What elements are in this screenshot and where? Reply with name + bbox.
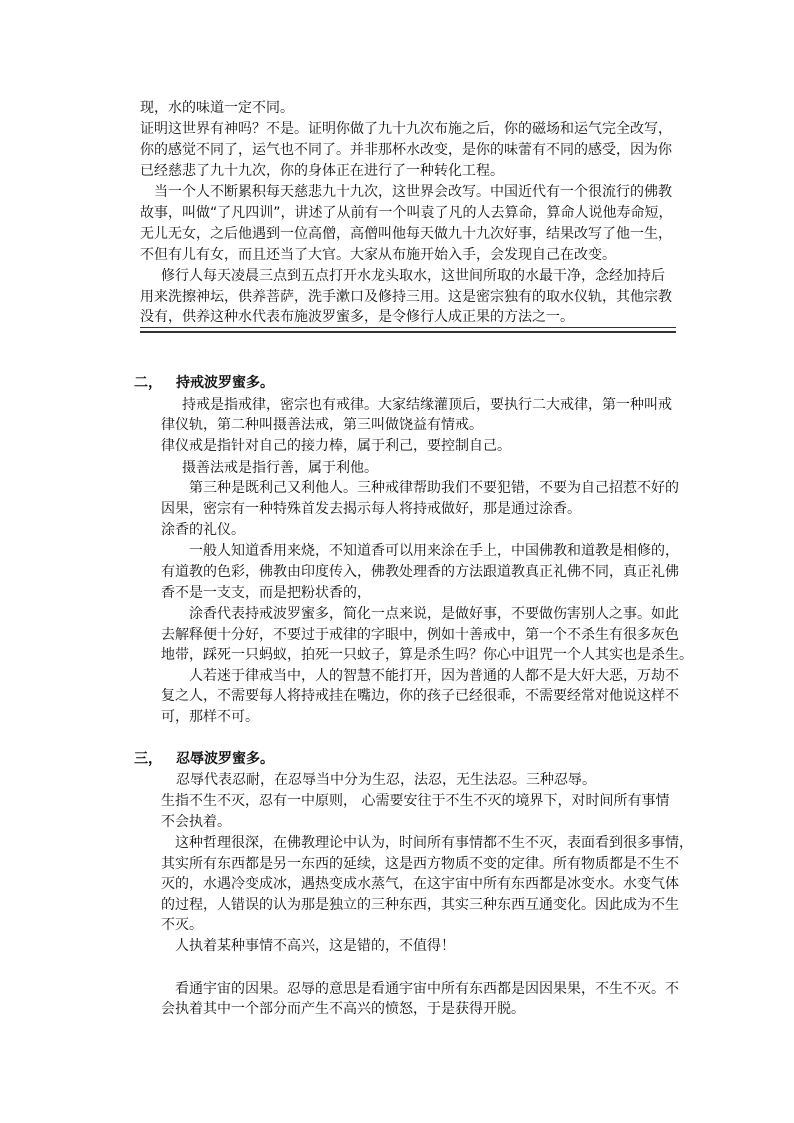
section-number: 二， (134, 375, 162, 391)
paragraph-line: 不会执着。 (161, 814, 231, 830)
section-title: 持戒波罗蜜多。 (176, 375, 274, 391)
paragraph-line: 不但有儿有女，而且还当了大官。大家从布施开始入手，会发现自己在改变。 (140, 247, 616, 263)
paragraph-line: 修行人每天凌晨三点到五点打开水龙头取水，这世间所取的水最干净，念经加持后 (161, 268, 665, 284)
paragraph-line: 涂香代表持戒波罗蜜多，简化一点来说，是做好事，不要做伤害别人之事。如此 (189, 606, 679, 622)
paragraph-line: 有道教的色彩，佛教由印度传入，佛教处理香的方法跟道教真正礼佛不同，真正礼佛 (161, 564, 679, 580)
paragraph-line: 忍辱代表忍耐，在忍辱当中分为生忍，法忍，无生法忍。三种忍辱。 (176, 772, 596, 788)
paragraph-line: 已经慈悲了九十九次，你的身体正在进行了一种转化工程。 (140, 163, 504, 179)
paragraph-line: 当一个人不断累积每天慈悲九十九次，这世界会改写。中国近代有一个很流行的佛教 (154, 184, 672, 200)
paragraph-line: 律仪轨，第二种叫摄善法戒，第三叫做饶益有情戒。 (161, 417, 483, 433)
paragraph-line: 现，水的味道一定不同。 (140, 100, 294, 116)
paragraph-line: 这种哲理很深，在佛教理论中认为，时间所有事情都不生不灭，表面看到很多事情， (175, 835, 693, 851)
paragraph-line: 可，那样不可。 (161, 709, 259, 725)
paragraph-line: 你的感觉不同了，运气也不同了。并非那杯水改变，是你的味蕾有不同的感受，因为你 (140, 142, 672, 158)
paragraph-line: 用来洗擦神坛，供养菩萨，洗手漱口及修持三用。这是密宗独有的取水仪轨，其他宗教 (140, 289, 672, 305)
paragraph-line: 故事，叫做“了凡四训”，讲述了从前有一个叫袁了凡的人去算命，算命人说他寿命短， (140, 205, 673, 221)
paragraph-line: 持戒是指戒律，密宗也有戒律。大家结缘灌顶后，要执行二大戒律，第一种叫戒 (182, 397, 672, 413)
paragraph-line: 人执着某种事情不高兴，这是错的，不值得！ (175, 938, 455, 954)
paragraph-line: 会执着其中一个部分而产生不高兴的愤怒，于是获得开脱。 (161, 1001, 525, 1017)
paragraph-line: 第三种是既利己又利他人。三种戒律帮助我们不要犯错，不要为自己招惹不好的 (189, 480, 679, 496)
paragraph-line: 香不是一支支，而是把粉状香的， (161, 585, 371, 601)
section-title: 忍辱波罗蜜多。 (176, 751, 274, 767)
paragraph-line: 摄善法戒是指行善，属于利他。 (182, 460, 378, 476)
paragraph-line: 灭的，水遇冷变成冰，遇热变成水蒸气，在这宇宙中所有东西都是冰变水。水变气体 (161, 876, 679, 892)
paragraph-line: 去解释便十分好，不要过于戒律的字眼中，例如十善戒中，第一个不杀生有很多灰色 (161, 627, 679, 643)
paragraph-line: 律仪戒是指针对自己的接力棒，属于利己，要控制自己。 (161, 438, 511, 454)
paragraph-line: 生指不生不灭，忍有一中原则， 心需要安往于不生不灭的境界下，对时间所有事情 (161, 793, 670, 809)
divider-line (140, 327, 676, 328)
paragraph-line: 无儿无女，之后他遇到一位高僧，高僧叫他每天做九十九次好事，结果改写了他一生， (140, 226, 672, 242)
paragraph-line: 看通宇宙的因果。忍辱的意思是看通宇宙中所有东西都是因因果果，不生不灭。不 (175, 981, 679, 997)
divider-line (140, 331, 676, 333)
paragraph-line: 一般人知道香用来烧，不知道香可以用来涂在手上，中国佛教和道教是相修的， (189, 543, 679, 559)
paragraph-line: 没有，供养这种水代表布施波罗蜜多，是令修行人成正果的方法之一。 (140, 309, 574, 325)
paragraph-line: 不灭。 (161, 917, 203, 933)
paragraph-line: 证明这世界有神吗？不是。证明你做了九十九次布施之后，你的磁场和运气完全改写， (140, 121, 672, 137)
paragraph-line: 复之人，不需要每人将持戒挂在嘴边，你的孩子已经很乖，不需要经常对他说这样不 (161, 688, 679, 704)
paragraph-line: 的过程，人错误的认为那是独立的三种东西，其实三种东西互通变化。因此成为不生 (161, 897, 679, 913)
section-number: 三， (134, 751, 162, 767)
paragraph-line: 人若迷于律戒当中，人的智慧不能打开，因为普通的人都不是大奸大恶，万劫不 (189, 668, 679, 684)
paragraph-line: 涂香的礼仪。 (161, 522, 245, 538)
paragraph-line: 因果，密宗有一种特殊首发去揭示每人将持戒做好，那是通过涂香。 (161, 501, 581, 517)
paragraph-line: 其实所有东西都是另一东西的延续，这是西方物质不变的定律。所有物质都是不生不 (161, 856, 679, 872)
paragraph-line: 地带，踩死一只蚂蚁，拍死一只蚊子，算是杀生吗？你心中诅咒一个人其实也是杀生。 (161, 647, 693, 663)
